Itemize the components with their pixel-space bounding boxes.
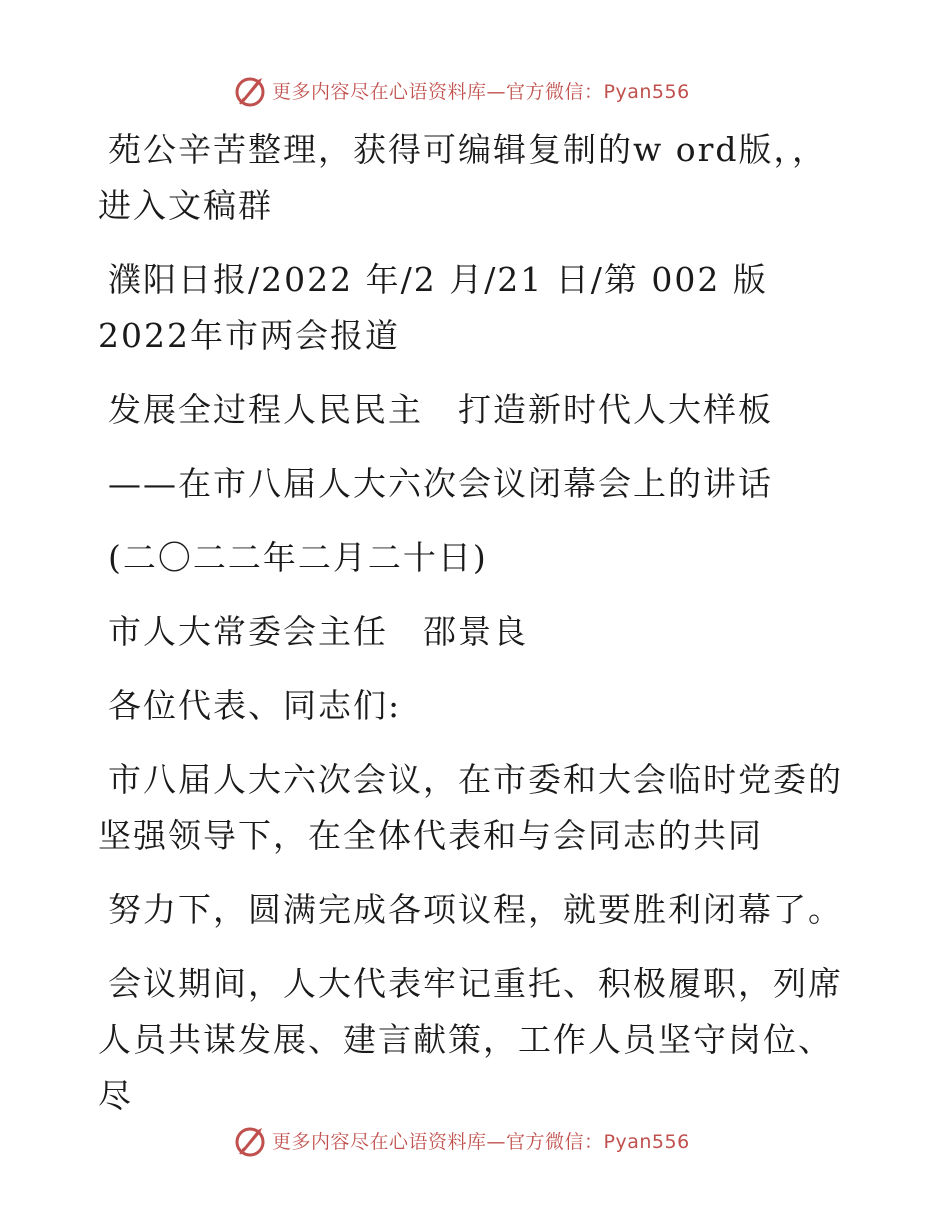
footer-watermark-banner bbox=[232, 1120, 690, 1160]
salutation: 各位代表、同志们: bbox=[108, 686, 402, 725]
article-date: (二〇二二年二月二十日) bbox=[108, 538, 488, 577]
quill-pen-logo-icon bbox=[232, 1122, 268, 1158]
article-author: 市人大常委会主任 邵景良 bbox=[108, 612, 528, 651]
body-paragraph: 会议期间，人大代表牢记重托、积极履职，列席人员共谋发展、建言献策，工作人员坚守岗位、尽 bbox=[98, 964, 843, 1115]
body-paragraph: 市八届人大六次会议，在市委和大会临时党委的坚强领导下，在全体代表和与会同志的共同 bbox=[98, 760, 843, 855]
paragraph-intro-note: 苑公辛苦整理，获得可编辑复制的w ord版，，进入文稿群 bbox=[98, 130, 828, 225]
document-body bbox=[98, 122, 858, 1124]
body-paragraph: 努力下，圆满完成各项议程，就要胜利闭幕了。 bbox=[108, 890, 843, 929]
footer-banner-text: 更多内容尽在心语资料库—官方微信：Pyan556 bbox=[272, 1130, 690, 1153]
article-title: 发展全过程人民民主 打造新时代人大样板 bbox=[108, 390, 773, 429]
quill-pen-logo-icon bbox=[232, 72, 268, 108]
header-banner-text: 更多内容尽在心语资料库—官方微信：Pyan556 bbox=[272, 80, 690, 103]
paragraph-source-line: 濮阳日报/2022 年/2 月/21 日/第 002 版2022年市两会报道 bbox=[98, 260, 768, 355]
article-subtitle: ——在市八届人大六次会议闭幕会上的讲话 bbox=[108, 464, 773, 503]
header-watermark-banner bbox=[232, 70, 690, 110]
